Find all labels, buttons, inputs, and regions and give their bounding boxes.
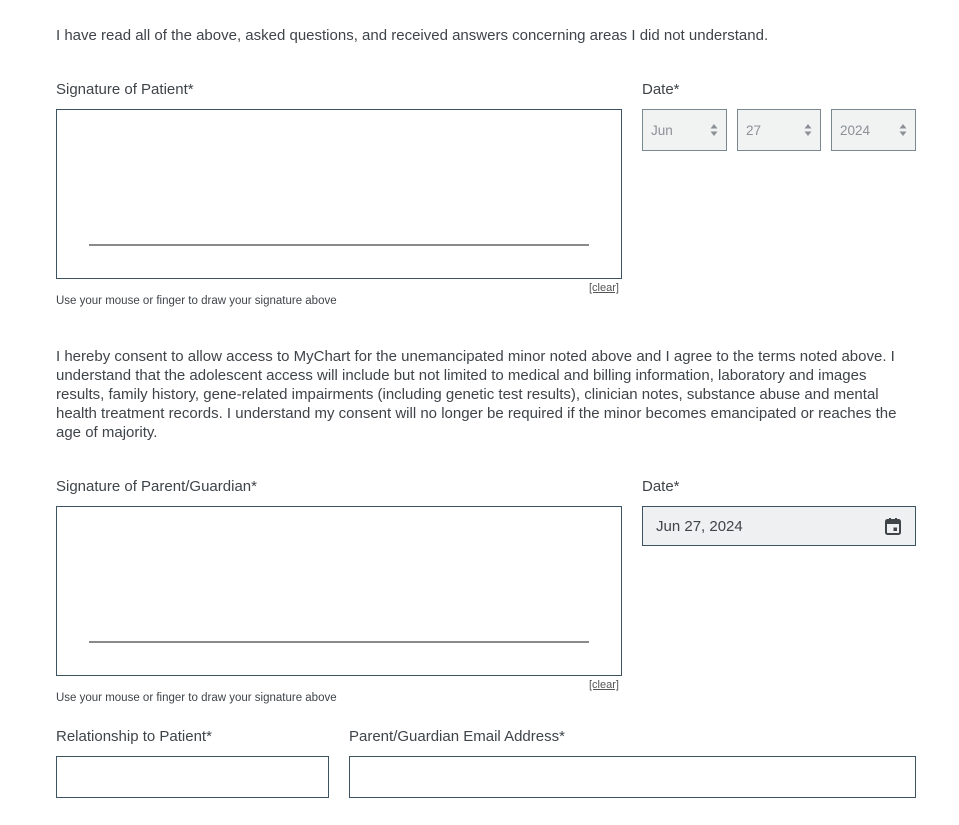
day-select[interactable] bbox=[737, 109, 821, 151]
signature-baseline bbox=[89, 244, 589, 246]
select-arrows-icon bbox=[899, 123, 907, 137]
relationship-input[interactable] bbox=[56, 756, 329, 798]
patient-signature-pad[interactable] bbox=[56, 109, 622, 279]
patient-signature-clear-link[interactable]: [clear] bbox=[589, 282, 619, 294]
acknowledgement-text: I have read all of the above, asked questions, and received answers concerning areas I did not understand. bbox=[56, 27, 769, 44]
patient-date-label: Date* bbox=[642, 81, 680, 98]
month-select[interactable] bbox=[642, 109, 727, 151]
year-select[interactable] bbox=[831, 109, 916, 151]
guardian-signature-clear-link[interactable]: [clear] bbox=[589, 679, 619, 691]
patient-signature-hint: Use your mouse or finger to draw your signature above bbox=[56, 295, 337, 307]
guardian-date-label: Date* bbox=[642, 478, 680, 495]
guardian-date-input[interactable] bbox=[642, 506, 916, 546]
consent-text: I hereby consent to allow access to MyChart for the unemancipated minor noted above and I agree to the terms noted above. I understand that the adolescent access will include but not limited to medical and billing information, laboratory and images results, family history, gene-related impairments (including genetic test results), clinician notes, substance abuse and mental health treatment records. I understand my consent will no longer be required if the minor becomes emancipated or reaches the age of majority. bbox=[56, 348, 897, 441]
select-arrows-icon bbox=[710, 123, 718, 137]
email-label: Parent/Guardian Email Address* bbox=[349, 728, 565, 745]
guardian-date-value: Jun 27, 2024 bbox=[656, 517, 743, 535]
guardian-signature-hint: Use your mouse or finger to draw your signature above bbox=[56, 692, 337, 704]
signature-baseline bbox=[89, 641, 589, 643]
calendar-icon[interactable] bbox=[883, 516, 903, 536]
patient-signature-label: Signature of Patient* bbox=[56, 81, 194, 98]
year-value: 2024 bbox=[840, 122, 871, 138]
guardian-signature-pad[interactable] bbox=[56, 506, 622, 676]
relationship-label: Relationship to Patient* bbox=[56, 728, 212, 745]
select-arrows-icon bbox=[804, 123, 812, 137]
day-value: 27 bbox=[746, 122, 762, 138]
email-input[interactable] bbox=[349, 756, 916, 798]
month-value: Jun bbox=[651, 122, 673, 138]
guardian-signature-label: Signature of Parent/Guardian* bbox=[56, 478, 257, 495]
